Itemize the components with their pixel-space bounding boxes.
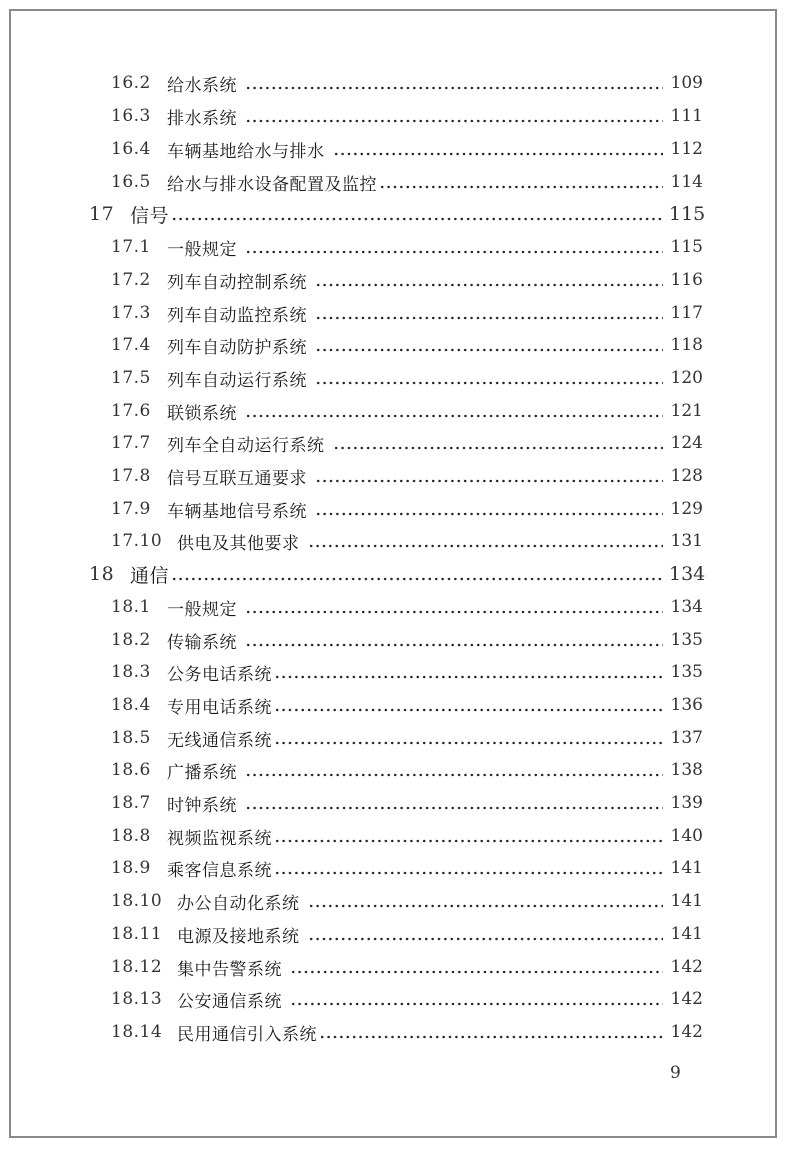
leader-dots xyxy=(274,728,663,748)
toc-entry-page: 139 xyxy=(670,793,703,813)
toc-entry-title: 广播系统 xyxy=(167,762,237,783)
leader-dots xyxy=(379,172,663,192)
toc-entry-title: 车辆基地给水与排水 xyxy=(167,141,325,162)
leader-dots xyxy=(274,858,663,878)
toc-entry-18-5 xyxy=(111,724,703,752)
toc-entry-17-8 xyxy=(111,462,703,490)
leader-dots xyxy=(315,499,663,519)
toc-entry-number: 16.4 xyxy=(111,139,151,159)
toc-chapter-title: 信号 xyxy=(130,204,170,227)
leader-dots xyxy=(171,204,663,224)
toc-entry-title: 视频监视系统 xyxy=(167,828,272,849)
toc-entry-number: 17.2 xyxy=(111,270,151,290)
toc-entry-18-7 xyxy=(111,789,703,817)
toc-entry-title: 办公自动化系统 xyxy=(177,893,300,914)
leader-dots xyxy=(333,433,664,453)
toc-entry-page: 124 xyxy=(670,433,703,453)
toc-entry-page: 109 xyxy=(670,73,703,93)
toc-entry-title: 排水系统 xyxy=(167,108,237,129)
toc-entry-17-2 xyxy=(111,266,703,294)
toc-entry-page: 142 xyxy=(670,957,703,977)
toc-entry-title: 信号互联互通要求 xyxy=(167,468,307,489)
leader-dots xyxy=(315,335,663,355)
leader-dots xyxy=(315,303,663,323)
toc-entry-16-2 xyxy=(111,69,703,97)
toc-entry-title: 给水与排水设备配置及监控 xyxy=(167,174,377,195)
toc-entry-18-10 xyxy=(111,887,703,915)
toc-entry-number: 18.6 xyxy=(111,760,151,780)
toc-entry-18-11 xyxy=(111,920,703,948)
toc-entry-18-13 xyxy=(111,985,703,1013)
toc-entry-page: 142 xyxy=(670,989,703,1009)
toc-entry-title: 集中告警系统 xyxy=(177,959,282,980)
toc-entry-18-1 xyxy=(111,593,703,621)
toc-entry-page: 134 xyxy=(669,563,706,585)
toc-entry-number: 17.6 xyxy=(111,401,151,421)
toc-entry-page: 118 xyxy=(670,335,703,355)
toc-entry-18-2 xyxy=(111,626,703,654)
toc-entry-number: 18.1 xyxy=(111,597,151,617)
toc-entry-17-3 xyxy=(111,299,703,327)
toc-entry-title: 一般规定 xyxy=(167,239,237,260)
toc-entry-18-4 xyxy=(111,691,703,719)
toc-entry-page: 111 xyxy=(670,106,703,126)
leader-dots xyxy=(333,139,664,159)
toc-entry-page: 141 xyxy=(670,924,703,944)
toc-chapter-title: 通信 xyxy=(130,564,170,587)
toc-entry-number: 17.3 xyxy=(111,303,151,323)
toc-entry-title: 车辆基地信号系统 xyxy=(167,501,307,522)
toc-entry-page: 117 xyxy=(670,303,703,323)
toc-entry-number: 18.14 xyxy=(111,1022,163,1042)
toc-entry-18-14 xyxy=(111,1018,703,1046)
toc-entry-number: 16.3 xyxy=(111,106,151,126)
toc-entry-number: 18.4 xyxy=(111,695,151,715)
leader-dots xyxy=(308,891,664,911)
toc-entry-page: 121 xyxy=(670,401,703,421)
toc-entry-number: 17.8 xyxy=(111,466,151,486)
toc-chapter-18 xyxy=(89,560,706,588)
toc-entry-number: 18.10 xyxy=(111,891,163,911)
toc-entry-page: 135 xyxy=(670,630,703,650)
leader-dots xyxy=(274,695,663,715)
toc-entry-page: 142 xyxy=(670,1022,703,1042)
toc-entry-title: 电源及接地系统 xyxy=(177,926,300,947)
toc-entry-page: 137 xyxy=(670,728,703,748)
toc-entry-number: 17.7 xyxy=(111,433,151,453)
toc-entry-number: 18.9 xyxy=(111,858,151,878)
toc-entry-18-9 xyxy=(111,854,703,882)
toc-entry-page: 131 xyxy=(670,531,703,551)
toc-entry-title: 列车自动控制系统 xyxy=(167,272,307,293)
document-page xyxy=(9,9,777,1138)
toc-entry-number: 17.4 xyxy=(111,335,151,355)
leader-dots xyxy=(290,957,663,977)
leader-dots xyxy=(274,826,663,846)
toc-entry-title: 一般规定 xyxy=(167,599,237,620)
leader-dots xyxy=(274,662,663,682)
toc-entry-title: 公务电话系统 xyxy=(167,664,272,685)
toc-entry-17-5 xyxy=(111,364,703,392)
toc-entry-title: 时钟系统 xyxy=(167,795,237,816)
toc-entry-16-4 xyxy=(111,135,703,163)
toc-entry-title: 供电及其他要求 xyxy=(177,533,300,554)
toc-entry-18-3 xyxy=(111,658,703,686)
toc-entry-17-9 xyxy=(111,495,703,523)
toc-entry-number: 18.5 xyxy=(111,728,151,748)
leader-dots xyxy=(245,793,663,813)
toc-entry-number: 17.1 xyxy=(111,237,151,257)
toc-entry-page: 134 xyxy=(670,597,703,617)
leader-dots xyxy=(245,73,663,93)
toc-entry-16-5 xyxy=(111,168,703,196)
leader-dots xyxy=(315,368,663,388)
toc-entry-title: 列车自动监控系统 xyxy=(167,305,307,326)
toc-entry-17-6 xyxy=(111,397,703,425)
toc-entry-page: 140 xyxy=(670,826,703,846)
toc-entry-16-3 xyxy=(111,102,703,130)
toc-entry-number: 16.2 xyxy=(111,73,151,93)
toc-entry-number: 17.9 xyxy=(111,499,151,519)
leader-dots xyxy=(245,106,663,126)
toc-entry-title: 专用电话系统 xyxy=(167,697,272,718)
toc-entry-number: 18.12 xyxy=(111,957,163,977)
toc-entry-page: 114 xyxy=(670,172,703,192)
toc-entry-page: 115 xyxy=(669,203,706,225)
page-number: 9 xyxy=(670,1063,681,1083)
toc-entry-page: 135 xyxy=(670,662,703,682)
toc-entry-page: 116 xyxy=(670,270,703,290)
toc-entry-title: 列车全自动运行系统 xyxy=(167,435,325,456)
toc-entry-title: 给水系统 xyxy=(167,75,237,96)
toc-entry-page: 129 xyxy=(670,499,703,519)
toc-entry-page: 120 xyxy=(670,368,703,388)
leader-dots xyxy=(245,760,663,780)
toc-entry-title: 民用通信引入系统 xyxy=(177,1024,317,1045)
leader-dots xyxy=(308,924,664,944)
toc-entry-18-12 xyxy=(111,953,703,981)
toc-entry-title: 列车自动防护系统 xyxy=(167,337,307,358)
leader-dots xyxy=(315,270,663,290)
toc-entry-number: 18.3 xyxy=(111,662,151,682)
toc-entry-title: 联锁系统 xyxy=(167,403,237,424)
toc-entry-title: 公安通信系统 xyxy=(177,991,282,1012)
toc-entry-title: 无线通信系统 xyxy=(167,730,272,751)
toc-entry-17-4 xyxy=(111,331,703,359)
toc-entry-page: 138 xyxy=(670,760,703,780)
leader-dots xyxy=(290,989,663,1009)
toc-entry-page: 141 xyxy=(670,858,703,878)
leader-dots xyxy=(308,531,664,551)
leader-dots xyxy=(315,466,663,486)
toc-entry-17-1 xyxy=(111,233,703,261)
toc-entry-number: 18.11 xyxy=(111,924,163,944)
toc-entry-18-6 xyxy=(111,756,703,784)
toc-entry-number: 18.13 xyxy=(111,989,163,1009)
toc-entry-number: 17.10 xyxy=(111,531,163,551)
toc-entry-number: 16.5 xyxy=(111,172,151,192)
toc-chapter-17 xyxy=(89,200,706,228)
toc-entry-number: 18.8 xyxy=(111,826,151,846)
toc-entry-17-10 xyxy=(111,527,703,555)
toc-entry-page: 136 xyxy=(670,695,703,715)
toc-chapter-number: 17 xyxy=(89,203,115,225)
toc-entry-page: 141 xyxy=(670,891,703,911)
toc-entry-title: 传输系统 xyxy=(167,632,237,653)
toc-entry-18-8 xyxy=(111,822,703,850)
toc-entry-number: 17.5 xyxy=(111,368,151,388)
toc-entry-number: 18.7 xyxy=(111,793,151,813)
toc-entry-page: 115 xyxy=(670,237,703,257)
leader-dots xyxy=(245,597,663,617)
toc-chapter-number: 18 xyxy=(89,563,115,585)
toc-entry-page: 112 xyxy=(670,139,703,159)
toc-entry-page: 128 xyxy=(670,466,703,486)
toc-entry-title: 乘客信息系统 xyxy=(167,860,272,881)
leader-dots xyxy=(171,564,663,584)
toc-entry-number: 18.2 xyxy=(111,630,151,650)
leader-dots xyxy=(245,401,663,421)
leader-dots xyxy=(245,237,663,257)
toc-entry-title: 列车自动运行系统 xyxy=(167,370,307,391)
leader-dots xyxy=(319,1022,663,1042)
toc-entry-17-7 xyxy=(111,429,703,457)
leader-dots xyxy=(245,630,663,650)
